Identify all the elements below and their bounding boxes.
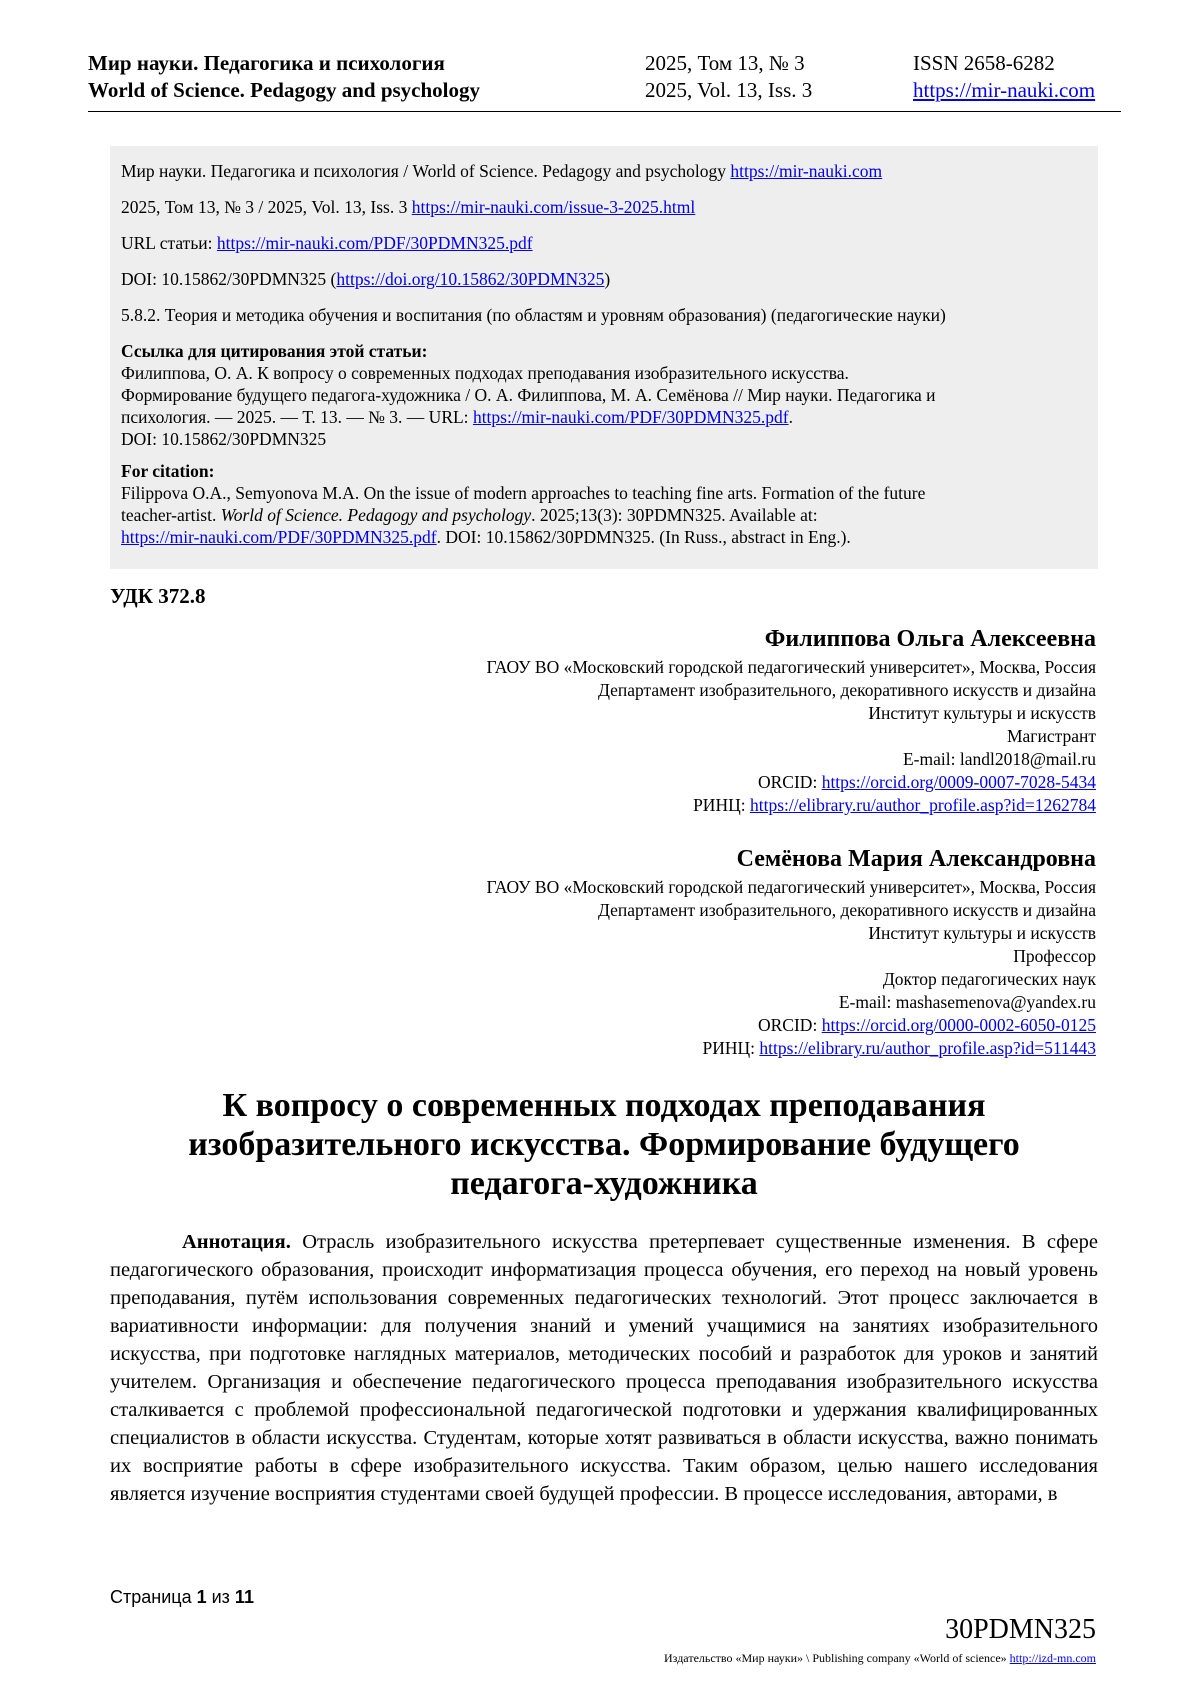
header-divider [88,111,1121,112]
page-number: Страница 1 из 11 [110,1587,254,1607]
article-code: 30PDMN325 [945,1614,1096,1645]
issue-line: 2025, Том 13, № 3 / 2025, Vol. 13, Iss. 3 https://mir-nauki.com/issue-3-2025.html [121,197,696,217]
author-name: Филиппова Ольга Алексеевна [764,626,1096,652]
doi-line: DOI: 10.15862/30PDMN325 (https://doi.org/10.15862/30PDMN325) [121,269,611,289]
issue-en: 2025, Vol. 13, Iss. 3 [645,78,813,102]
publisher-link[interactable]: http://izd-mn.com [1009,1651,1096,1665]
article-info-box [110,146,1098,569]
journal-link[interactable]: https://mir-nauki.com [730,161,883,181]
running-header [88,50,1120,104]
abstract-text: Отрасль изобразительного искусства претерпевает существенные изменения. В сфере педагогического образования, происходит информатизация процесса обучения, его переход на новый уровень преподавания, путём использования современных педагогических технологий. Этот процесс заключается в вариативности информации: для получения знаний и умений учащимися на занятиях изобразительного искусства, при подготовке наглядных материалов, методических пособий и разработок для уроков и занятий учителем. Организация и обеспечение педагогического процесса преподавания изобразительного искусства сталкивается с проблемой профессиональной педагогической подготовки и удержания квалифицированных специалистов в области искусства. Студентам, которые хотят развиваться в области искусства, важно понимать их восприятие работы в сфере изобразительного искусства. Таким образом, целью нашего исследования является изучение восприятия студентами своей будущей профессии. В процессе исследования, авторами, в [110,1231,1098,1505]
article-url-line: URL статьи: https://mir-nauki.com/PDF/30PDMN325.pdf [121,233,533,253]
citation-en: For citation: Filippova O.A., Semyonova M.A. On the issue of modern approaches to teaching fine arts. Formation of the future teacher-artist. World of Science. Pedagogy and psychology. 2025;13(3): 30PDMN325. Available at: https://mir-nauki.com/PDF/30PDMN325.pdf. DOI: 10.15862/30PDMN325. (In Russ., abstract in Eng.). [121,460,1088,548]
udk-code: УДК 372.8 [110,584,206,608]
publisher-line: Издательство «Мир науки» \ Publishing company «World of science» http://izd-mn.com [664,1651,1096,1665]
doi-link[interactable]: https://doi.org/10.15862/30PDMN325 [336,269,605,289]
journal-title-en: World of Science. Pedagogy and psychology [88,78,481,102]
author-name: Семёнова Мария Александровна [736,846,1096,872]
article-url-link[interactable]: https://mir-nauki.com/PDF/30PDMN325.pdf [216,233,533,253]
journal-line: Мир науки. Педагогика и психология / World of Science. Pedagogy and psychology https://mir-nauki.com [121,161,883,181]
rinc-link[interactable]: https://elibrary.ru/author_profile.asp?id=511443 [759,1038,1096,1058]
citation-en-link[interactable]: https://mir-nauki.com/PDF/30PDMN325.pdf [121,527,437,547]
orcid-link[interactable]: https://orcid.org/0009-0007-7028-5434 [821,772,1096,792]
citation-en-label: For citation: [121,461,215,481]
journal-title-ru: Мир науки. Педагогика и психология [88,51,445,75]
citation-ru-label: Ссылка для цитирования этой статьи: [121,341,428,361]
orcid-link[interactable]: https://orcid.org/0000-0002-6050-0125 [821,1015,1096,1035]
issn: ISSN 2658-6282 [913,51,1055,75]
issue-ru: 2025, Том 13, № 3 [645,51,805,75]
author-block-1: Филиппова Ольга Алексеевна ГАОУ ВО «Московский городской педагогический университет», Москва, Россия Департамент изобразительного, декоративного искусств и дизайна Институт культуры и искусств Магистрант E-mail: landl2018@mail.ru ORCID: https://orcid.org/0009-0007-7028-5434 РИНЦ: https://elibrary.ru/author_profile.asp?id=1262784 [486,626,1096,815]
author-block-2: Семёнова Мария Александровна ГАОУ ВО «Московский городской педагогический университет», Москва, Россия Департамент изобразительного, декоративного искусств и дизайна Институт культуры и искусств Профессор Доктор педагогических наук E-mail: mashasemenova@yandex.ru ORCID: https://orcid.org/0000-0002-6050-0125 РИНЦ: https://elibrary.ru/author_profile.asp?id=511443 [486,846,1096,1058]
abstract [110,1228,1098,1508]
citation-ru-link[interactable]: https://mir-nauki.com/PDF/30PDMN325.pdf [472,407,789,427]
citation-ru: Ссылка для цитирования этой статьи: Филиппова, О. А. К вопросу о современных подходах преподавания изобразительного искусства. Формирование будущего педагога-художника / О. А. Филиппова, М. А. Семёнова // Мир науки. Педагогика и психология. — 2025. — Т. 13. — № 3. — URL: https://mir-nauki.com/PDF/30PDMN325.pdf. DOI: 10.15862/30PDMN325 [121,340,1088,450]
abstract-label: Аннотация. [182,1231,291,1253]
site-link[interactable]: https://mir-nauki.com [913,78,1096,102]
article-title: К вопросу о современных подходах преподавания изобразительного искусства. Формирование будущего педагога-художника [188,1087,1020,1202]
specialty-line: 5.8.2. Теория и методика обучения и воспитания (по областям и уровням образования) (педагогические науки) [121,305,946,325]
issue-link[interactable]: https://mir-nauki.com/issue-3-2025.html [411,197,696,217]
rinc-link[interactable]: https://elibrary.ru/author_profile.asp?id=1262784 [749,795,1096,815]
